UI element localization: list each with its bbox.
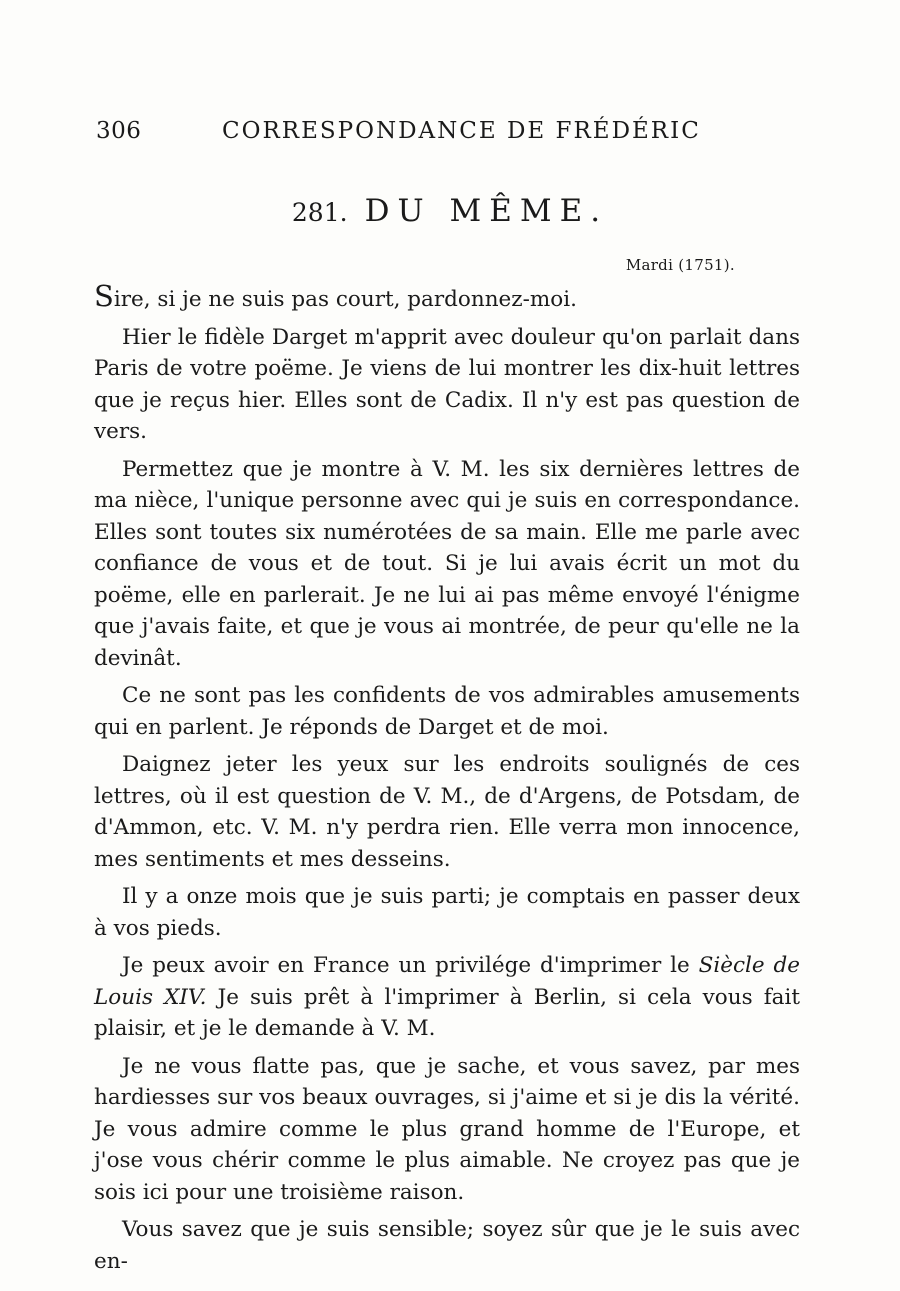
paragraph: Ce ne sont pas les confidents de vos admirables amusements qui en parlent. Je réponds de Darget et de moi. — [94, 683, 800, 740]
page-header — [96, 118, 701, 154]
paragraph-text: ire, si je ne suis pas court, pardonnez-moi. — [113, 287, 577, 312]
letter-number: 281. — [291, 198, 348, 227]
paragraph: Je ne vous flatte pas, que je sache, et vous savez, par mes hardiesses sur vos beaux ouvrages, si j'aime et si je dis la vérité. Je vous admire comme le plus grand homme de l'Europe, et j'ose vous chérir comme le plus aimable. Ne croyez pas que je sois ici pour une troisième raison. — [94, 1053, 800, 1205]
letter-body — [94, 281, 800, 1283]
running-head: CORRESPONDANCE DE FRÉDÉRIC — [222, 118, 701, 144]
paragraph-text: Je peux avoir en France un privilége d'imprimer le — [122, 953, 699, 978]
drop-initial: S — [94, 279, 114, 313]
dateline: Mardi (1751). — [625, 256, 735, 274]
paragraph: Il y a onze mois que je suis parti; je comptais en passer deux à vos pieds. — [94, 884, 800, 941]
page-number: 306 — [96, 118, 142, 144]
paragraph: Hier le fidèle Darget m'apprit avec douleur qu'on parlait dans Paris de votre poëme. Je viens de lui montrer les dix-huit lettres que je reçus hier. Elles sont de Cadix. Il n'y est pas question de vers. — [94, 324, 800, 444]
paragraph — [94, 281, 800, 316]
paragraph — [94, 950, 800, 1045]
paragraph: Daignez jeter les yeux sur les endroits soulignés de ces lettres, où il est question de V. M., de d'Argens, de Potsdam, de d'Ammon, etc. V. M. n'y perdra rien. Elle verra mon innocence, mes sentiments et mes desseins. — [94, 752, 800, 872]
paragraph-text: Je suis prêt à l'imprimer à Berlin, si cela vous fait plaisir, et je le demande à V. M. — [94, 984, 800, 1041]
letter-title — [0, 193, 900, 229]
paragraph: Vous savez que je suis sensible; soyez sûr que je le suis avec en- — [94, 1217, 800, 1274]
paragraph: Permettez que je montre à V. M. les six dernières lettres de ma nièce, l'unique personne avec qui je suis en correspondance. Elles sont toutes six numérotées de sa main. Elle me parle avec confiance de vous et de tout. Si je lui avais écrit un mot du poëme, elle en parlerait. Je ne lui ai pas même envoyé l'énigme que j'avais faite, et que je vous ai montrée, de peur qu'elle ne la devinât. — [94, 456, 800, 671]
letter-heading: DU MÊME. — [364, 193, 609, 229]
book-title: Siècle de Louis XIV. — [94, 953, 800, 1010]
